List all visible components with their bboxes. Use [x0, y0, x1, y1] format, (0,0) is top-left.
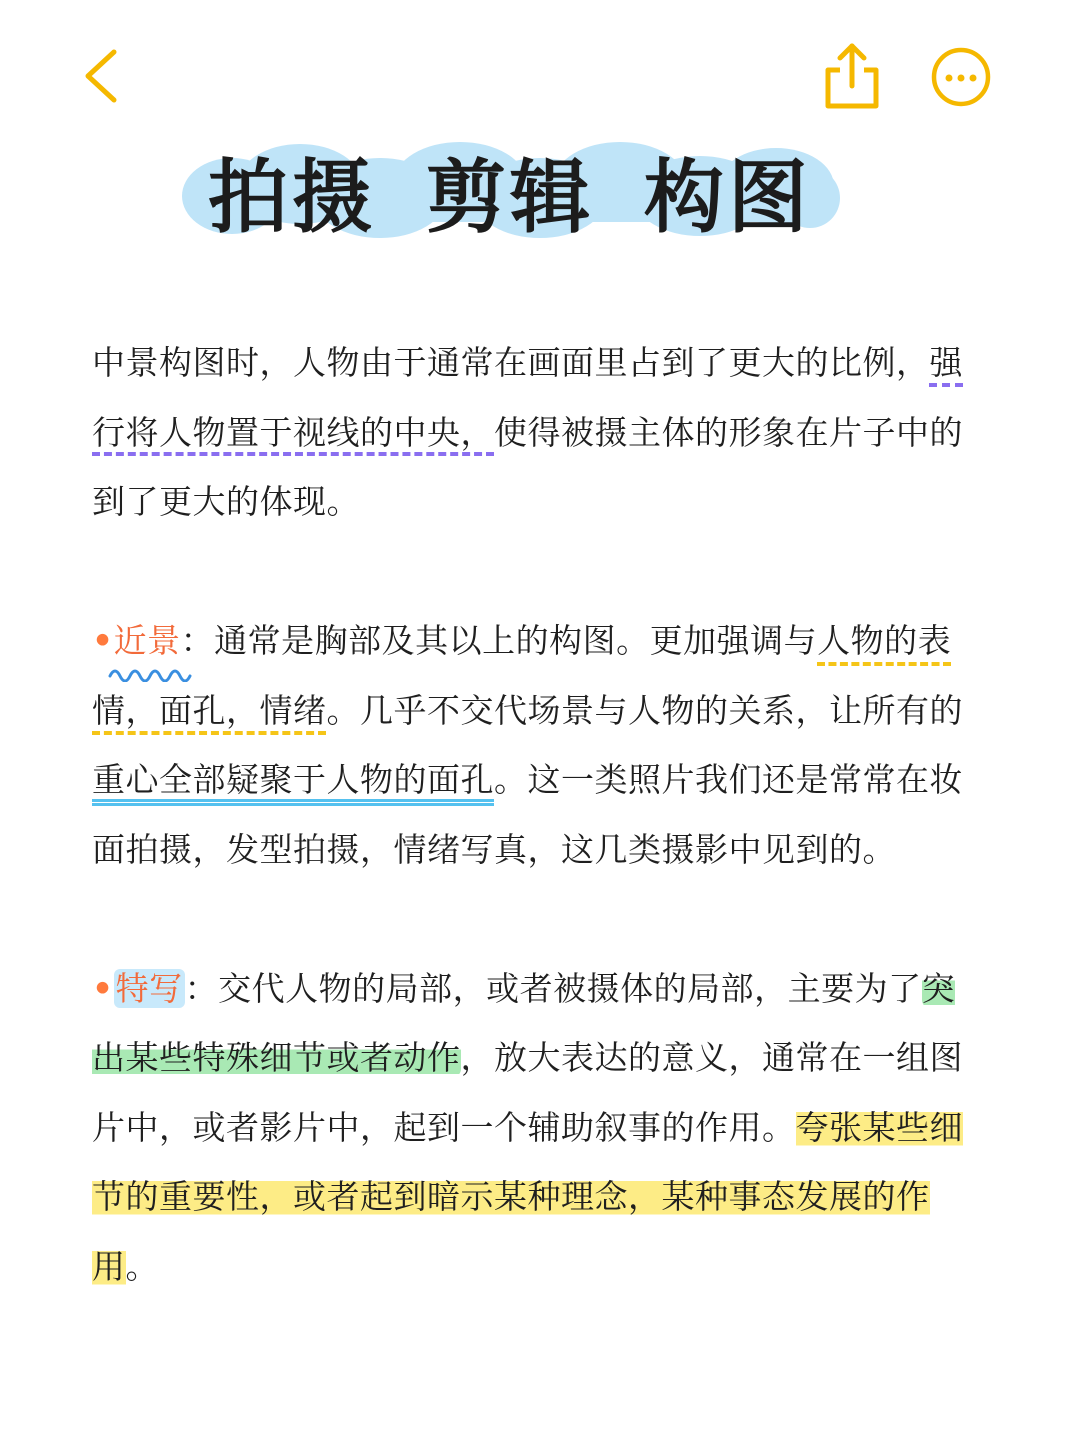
bullet-dot: •	[92, 968, 114, 1008]
wavy-underline-icon	[108, 664, 196, 682]
keyword-close-up: 特写	[115, 968, 183, 1008]
text-span: 。几乎不交代场景与人物的关系，让所有的	[326, 690, 963, 730]
text-span: 。	[125, 1246, 159, 1286]
text-span: ，放大表达的意义，通常在一组图片中，或者影片中，起到一个辅助叙事的作用。	[92, 1038, 963, 1147]
more-horizontal-icon	[928, 44, 994, 110]
chevron-left-icon	[74, 44, 134, 108]
text-span: 中景构图时，人物由于通常在画面里占到了更大的比例，	[92, 343, 930, 382]
text-span: ：通常是胸部及其以上的构图。更加强调与	[180, 621, 818, 660]
paragraph-mid-shot	[92, 328, 972, 537]
title-banner	[180, 138, 840, 242]
page-title: 拍摄 剪辑 构图	[208, 150, 812, 244]
green-highlighted-phrase: 突出某些特殊细节或者动作	[92, 968, 956, 1077]
bullet-dot: •	[92, 621, 114, 660]
paragraph-extreme-close-up	[92, 954, 972, 1302]
yellow-highlighted-phrase: 夸张某些细节的重要性，或者起到暗示某种理念，某种事态发展的作用	[92, 1107, 963, 1286]
keyword-near-shot	[114, 606, 181, 676]
share-button[interactable]	[820, 40, 884, 112]
yellow-underlined-phrase: 人物的表情，面孔，情绪	[92, 621, 952, 730]
text-span: 使得被摄主体的形象在片子中的到了更大的体现。	[92, 412, 963, 521]
article-body	[92, 328, 972, 1301]
top-toolbar	[0, 0, 1080, 150]
more-options-button[interactable]	[928, 44, 994, 110]
text-span: 。这一类照片我们还是常常在妆面拍摄，发型拍摄，情绪写真，这几类摄影中见到的。	[92, 760, 963, 869]
keyword-text: 近景	[113, 621, 181, 660]
share-icon	[820, 40, 884, 112]
blue-underlined-phrase: 重心全部疑聚于人物的面孔	[92, 760, 494, 799]
paragraph-close-up	[92, 606, 972, 884]
purple-underlined-phrase: 强行将人物置于视线的中央，	[92, 343, 963, 452]
text-span: ：交代人物的局部，或者被摄体的局部，主要为了	[184, 968, 922, 1008]
back-button[interactable]	[74, 44, 134, 108]
